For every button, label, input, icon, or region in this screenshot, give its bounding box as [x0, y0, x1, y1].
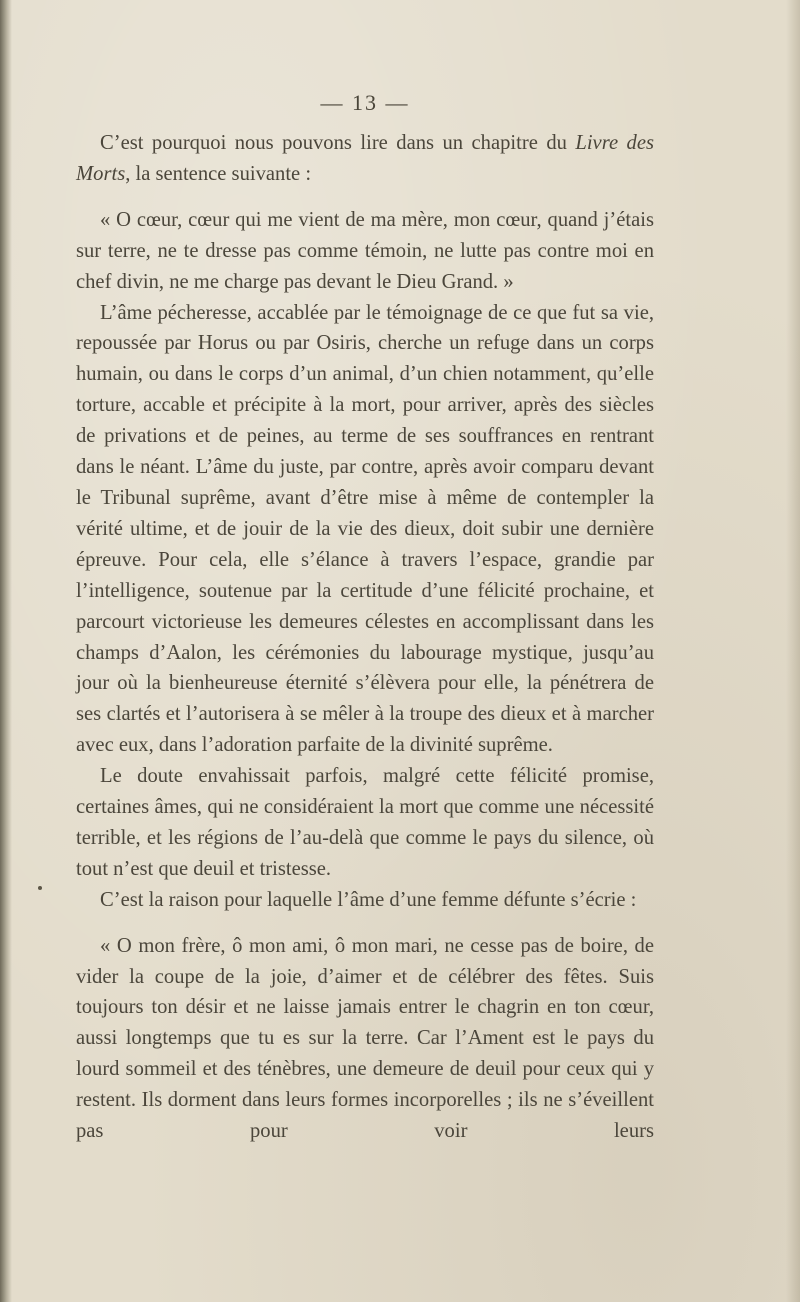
intro-text-before: C’est pourquoi nous pouvons lire dans un chapitre du — [100, 132, 576, 154]
paragraph-sinful-soul: L’âme pécheresse, accablée par le témoignage de ce que fut sa vie, repoussée par Horus ou par Osiris, cherche un refuge dans un corps humain, ou dans le corps d’un animal, d’un chien notamment, qu’elle torture, accable et précipite à la mort, pour arriver, après des siècles de privations et de peines, au terme de ses souffrances en rentrant dans le néant. L’âme du juste, par contre, après avoir comparu devant le Tribunal suprême, avant d’être mise à même de contempler la vérité ultime, et de jouir de la vie des dieux, doit subir une dernière épreuve. Pour cela, elle s’élance à travers l’espace, grandie par l’intelligence, soutenue par la certitude d’une félicité prochaine, et parcourt victorieuse les demeures célestes en accomplissant dans les champs d’Aalon, les cérémonies du labourage mystique, jusqu’au jour où la bienheureuse éternité s’élèvera pour elle, la pénétrera de ses clartés et l’autorisera à se mêler à la troupe des dieux et à marcher avec eux, dans l’adoration parfaite de la divinité suprême. — [76, 301, 654, 757]
paragraph-doubt: Le doute envahissait parfois, malgré cette félicité promise, certaines âmes, qui ne considéraient la mort que comme une nécessité terrible, et les régions de l’au-delà que comme le pays du silence, où tout n’est que deuil et tristesse. — [76, 765, 654, 880]
page-number: — 13 — — [320, 90, 410, 115]
binding-edge — [0, 0, 12, 1302]
paragraph-quote-heart: « O cœur, cœur qui me vient de ma mère, mon cœur, quand j’étais sur terre, ne te dresse pas comme témoin, ne lutte pas contre moi en chef divin, ne me charge pas devant le Dieu Grand. » — [76, 208, 654, 293]
book-title-italic: Livre des Morts — [76, 132, 654, 185]
body-text — [76, 128, 654, 1147]
paragraph-quote-brother: « O mon frère, ô mon ami, ô mon mari, ne cesse pas de boire, de vider la coupe de la joie, d’aimer et de célébrer des fêtes. Suis toujours ton désir et ne laisse jamais entrer le chagrin en ton cœur, aussi longtemps que tu es sur la terre. Car l’Ament est le pays du lourd sommeil et des ténèbres, une demeure de deuil pour ceux qui y restent. Ils dorment dans leurs formes incorporelles ; ils ne s’éveillent pas pour voir leurs — [76, 934, 654, 1143]
paragraph-intro — [76, 128, 654, 190]
intro-text-after: , la sentence suivante : — [125, 162, 312, 185]
page-edge-shadow — [786, 0, 800, 1302]
margin-dot — [38, 886, 42, 890]
paragraph-reason: C’est la raison pour laquelle l’âme d’une femme défunte s’écrie : — [100, 888, 637, 911]
